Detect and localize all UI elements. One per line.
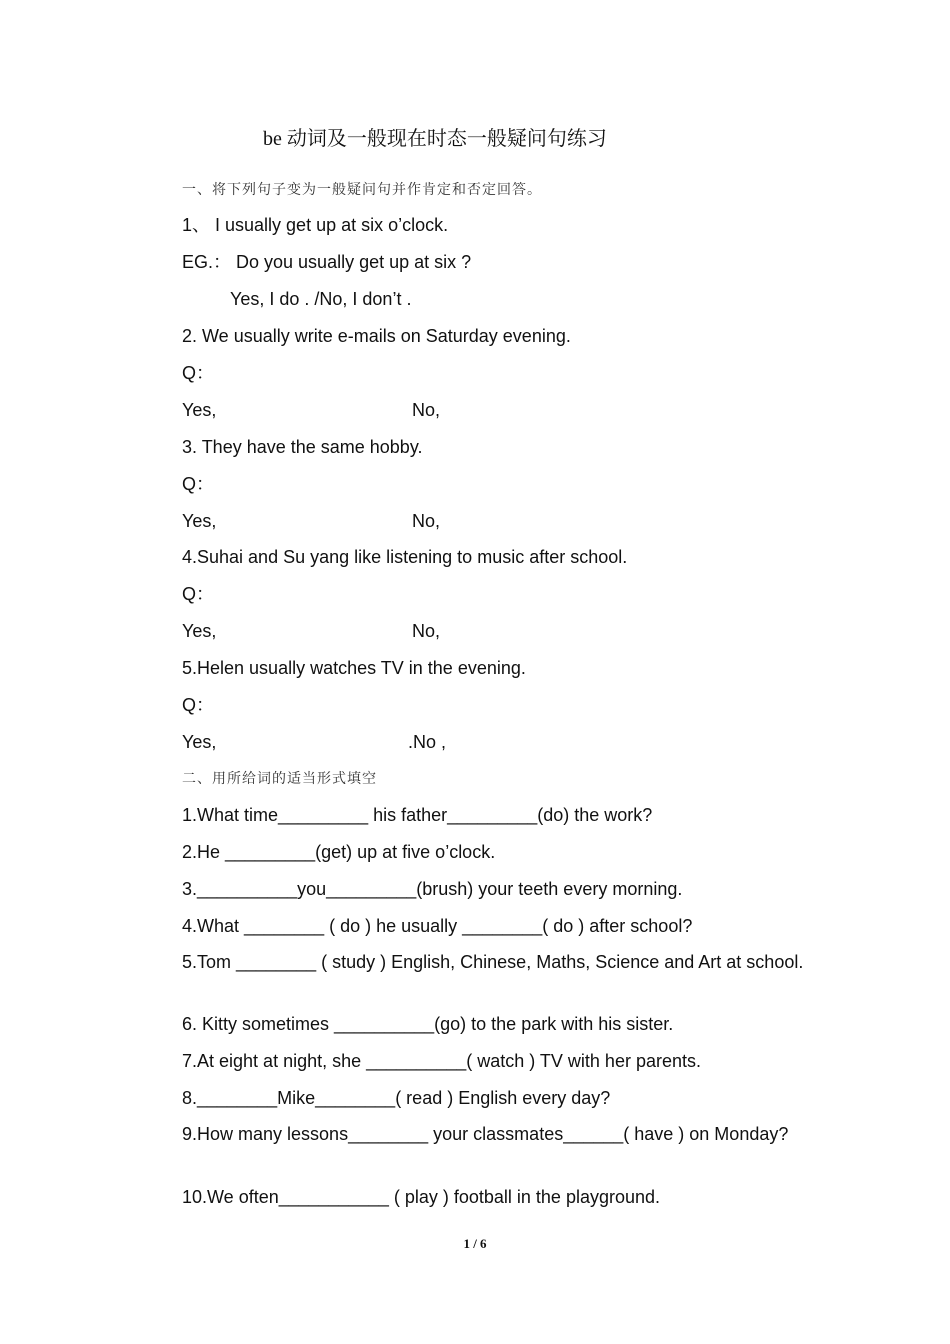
- question-1-example: EG.： Do you usually get up at six ?: [182, 252, 472, 272]
- fill-blank-6: 6. Kitty sometimes __________(go) to the park with his sister.: [182, 1014, 674, 1034]
- question-2: 2. We usually write e-mails on Saturday evening.: [182, 326, 571, 346]
- fill-blank-7: 7.At eight at night, she __________( watch ) TV with her parents.: [182, 1051, 701, 1071]
- question-5-q-label: Q：: [182, 695, 215, 715]
- fill-blank-1: 1.What time_________ his father_________(do) the work?: [182, 805, 653, 825]
- fill-blank-9: 9.How many lessons________ your classmates______( have ) on Monday?: [182, 1124, 789, 1144]
- question-3-q-label: Q：: [182, 474, 215, 494]
- question-2-q-label: Q：: [182, 363, 215, 383]
- page-number: 1 / 6: [463, 1236, 487, 1251]
- question-3-no: No,: [412, 511, 441, 531]
- question-4-yes: Yes,: [182, 621, 217, 641]
- question-1: 1、 I usually get up at six o’clock.: [182, 215, 449, 235]
- document-title: be 动词及一般现在时态一般疑问句练习: [263, 128, 607, 150]
- fill-blank-10: 10.We often___________ ( play ) football in the playground.: [182, 1187, 661, 1207]
- question-5: 5.Helen usually watches TV in the evening.: [182, 658, 526, 678]
- fill-blank-5: 5.Tom ________ ( study ) English, Chinese, Maths, Science and Art at school.: [182, 952, 804, 972]
- question-2-yes: Yes,: [182, 400, 217, 420]
- question-4: 4.Suhai and Su yang like listening to music after school.: [182, 547, 628, 567]
- question-4-q-label: Q：: [182, 584, 215, 604]
- question-3: 3. They have the same hobby.: [182, 437, 423, 457]
- question-5-yes: Yes,: [182, 732, 217, 752]
- question-2-no: No,: [412, 400, 441, 420]
- fill-blank-8: 8.________Mike________( read ) English every day?: [182, 1088, 611, 1108]
- question-3-yes: Yes,: [182, 511, 217, 531]
- fill-blank-4: 4.What ________ ( do ) he usually ________( do ) after school?: [182, 916, 693, 936]
- question-5-no: .No ,: [408, 732, 447, 752]
- section-heading-1: 一、将下列句子变为一般疑问句并作肯定和否定回答。: [182, 181, 542, 197]
- question-4-no: No,: [412, 621, 441, 641]
- question-1-answer: Yes, I do . /No, I don’t .: [230, 289, 412, 309]
- fill-blank-2: 2.He _________(get) up at five o’clock.: [182, 842, 496, 862]
- section-heading-2: 二、用所给词的适当形式填空: [182, 770, 377, 786]
- fill-blank-3: 3.__________you_________(brush) your teeth every morning.: [182, 879, 683, 899]
